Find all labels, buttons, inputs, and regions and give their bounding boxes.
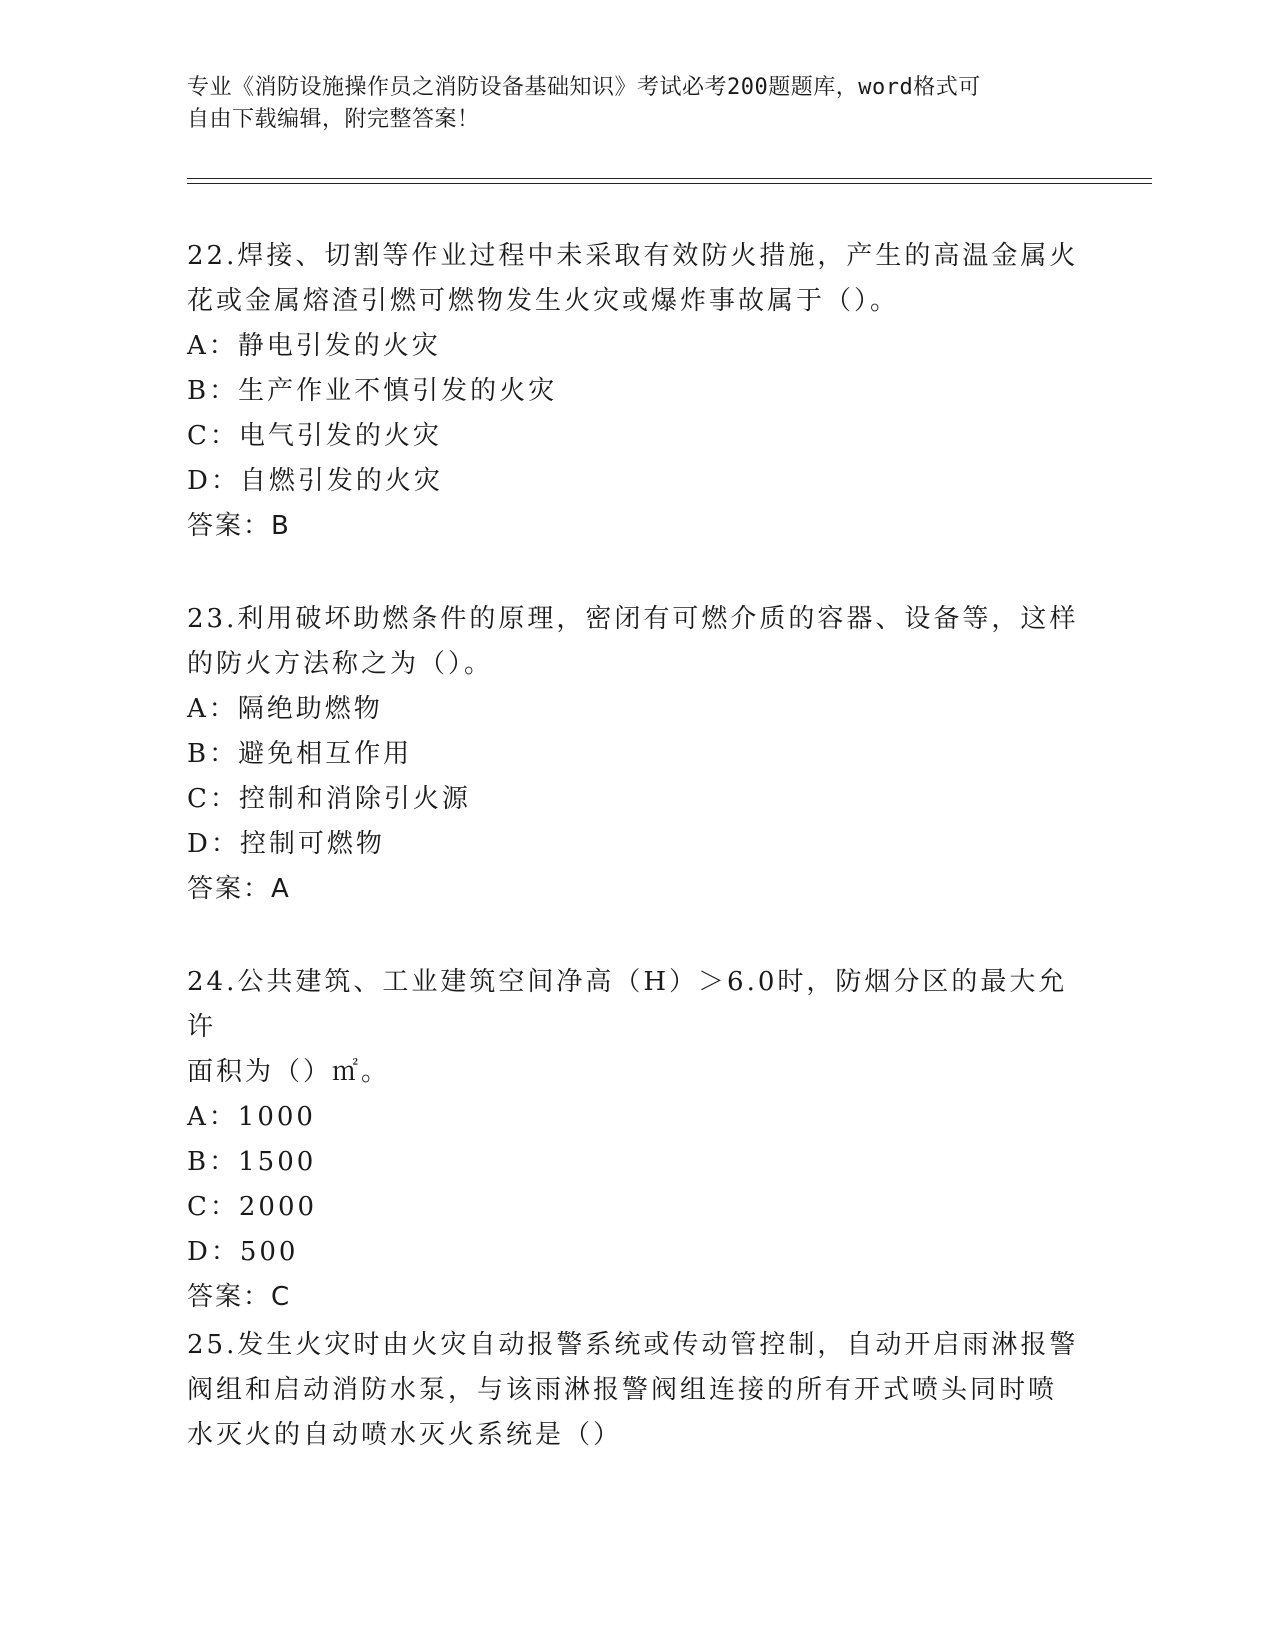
option-a: A：静电引发的火灾 [187, 331, 441, 361]
header-divider-top [187, 178, 1152, 179]
option-b: B：1500 [187, 1147, 317, 1177]
option-c: C：电气引发的火灾 [187, 421, 442, 451]
answer-line: 答案：C [187, 1282, 292, 1312]
question-stem-line: 花或金属熔渣引燃可燃物发生火灾或爆炸事故属于（）。 [187, 286, 900, 316]
option-b: B：生产作业不慎引发的火灾 [187, 376, 558, 406]
question-stem-line: 面积为（）㎡。 [187, 1057, 391, 1087]
question-22 [187, 234, 1087, 549]
question-24 [187, 960, 1087, 1320]
question-25 [187, 1323, 1087, 1458]
document-header [187, 72, 1087, 136]
option-c: C：2000 [187, 1192, 318, 1222]
option-b: B：避免相互作用 [187, 739, 413, 769]
header-line-1: 专业《消防设施操作员之消防设备基础知识》考试必考200题题库，word格式可 [187, 75, 981, 100]
header-line-2: 自由下载编辑，附完整答案！ [187, 107, 480, 132]
option-a: A：1000 [187, 1102, 316, 1132]
option-d: D：500 [187, 1237, 299, 1267]
question-23 [187, 597, 1087, 912]
question-stem-line: 水灭火的自动喷水灭火系统是（） [187, 1420, 623, 1450]
question-stem-line: 的防火方法称之为（）。 [187, 649, 494, 679]
option-d: D：控制可燃物 [187, 829, 385, 859]
header-divider-bottom [187, 183, 1152, 184]
answer-line: 答案：B [187, 511, 291, 541]
option-a: A：隔绝助燃物 [187, 694, 383, 724]
question-stem-line: 阀组和启动消防水泵，与该雨淋报警阀组连接的所有开式喷头同时喷 [187, 1375, 1058, 1405]
question-stem-line: 23.利用破坏助燃条件的原理，密闭有可燃介质的容器、设备等，这样 [187, 604, 1079, 634]
answer-line: 答案：A [187, 874, 291, 904]
option-c: C：控制和消除引火源 [187, 784, 471, 814]
question-stem-line: 24.公共建筑、工业建筑空间净高（H）＞6.0时，防烟分区的最大允许 [187, 967, 1068, 1042]
question-stem-line: 25.发生火灾时由火灾自动报警系统或传动管控制，自动开启雨淋报警 [187, 1330, 1079, 1360]
question-stem-line: 22.焊接、切割等作业过程中未采取有效防火措施，产生的高温金属火 [187, 241, 1079, 271]
option-d: D：自燃引发的火灾 [187, 466, 443, 496]
